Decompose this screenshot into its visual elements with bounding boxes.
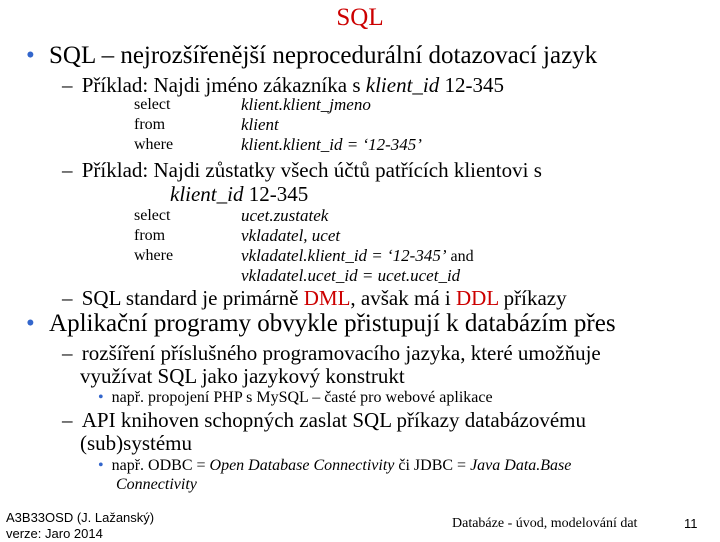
bullet-marker: •	[26, 310, 35, 337]
sql-keyword: select	[134, 207, 171, 224]
footer-right: Databáze - úvod, modelování dat	[452, 516, 638, 531]
sql-standard-line	[62, 286, 567, 311]
sql-value: ucet.zustatek	[241, 206, 329, 225]
bullet-marker: •	[98, 457, 104, 474]
php-subbullet	[98, 389, 493, 407]
sql-keyword: where	[134, 136, 174, 153]
example-1-prefix: Příklad: Najdi jméno zákazníka s	[81, 73, 366, 97]
ddl-term: DDL	[455, 286, 499, 310]
sql-value-row	[241, 246, 474, 266]
example-1-italic: klient_id	[365, 73, 440, 97]
footer-left	[6, 510, 154, 542]
page-number: 11	[684, 516, 698, 531]
sql-keyword: from	[134, 227, 166, 244]
bullet-1	[26, 42, 597, 70]
bullet-marker: •	[98, 389, 104, 406]
dash-marker: –	[62, 341, 73, 365]
sql-value: klient	[241, 115, 279, 134]
sql-value: vkladatel, ucet	[241, 226, 341, 245]
example-2-line2	[170, 182, 308, 207]
api-line2: (sub)systému	[80, 431, 192, 455]
odbc-text-a: např. ODBC =	[111, 457, 210, 474]
odbc-text-c: či JDBC =	[394, 457, 471, 474]
footer-version: verze: Jaro 2014	[6, 526, 103, 541]
sql-keyword: where	[134, 247, 174, 264]
sql-value: klient.klient_id = ‘12-345’	[241, 135, 422, 154]
api-line1	[62, 408, 586, 433]
slide-title: SQL	[336, 4, 384, 31]
sql-value: klient.klient_jmeno	[241, 95, 371, 114]
api-text-1: API knihoven schopných zaslat SQL příkazy databázovému	[81, 408, 586, 432]
bullet-1-text: SQL – nejrozšířenější neprocedurální dotazovací jazyk	[49, 42, 598, 69]
extension-line2: využívat SQL jako jazykový konstrukt	[80, 364, 405, 388]
example-2-line1: Příklad: Najdi zůstatky všech účtů patřících klientovi s	[81, 158, 542, 182]
example-2-heading	[62, 158, 542, 183]
sql-value: vkladatel.ucet_id = ucet.ucet_id	[241, 266, 461, 285]
footer-course: A3B33OSD (J. Lažanský)	[6, 510, 155, 525]
dash-marker: –	[62, 408, 73, 432]
sql-value: vkladatel.klient_id = ‘12-345’	[241, 246, 447, 265]
std-text-a: SQL standard je primárně	[81, 286, 304, 310]
odbc-subbullet	[98, 457, 571, 475]
bullet-marker: •	[26, 42, 35, 69]
sql-and-keyword: and	[446, 248, 474, 265]
odbc-text-d: Java Data.Base	[470, 457, 572, 474]
sql-keyword: select	[134, 96, 171, 113]
dash-marker: –	[62, 158, 73, 182]
extension-text-1: rozšíření příslušného programovacího jazyka, které umožňuje	[81, 341, 601, 365]
dash-marker: –	[62, 286, 73, 310]
dash-marker: –	[62, 73, 73, 97]
extension-line1	[62, 341, 601, 366]
bullet-2-text: Aplikační programy obvykle přistupují k databázím přes	[49, 310, 616, 337]
example-1-suffix: 12-345	[439, 73, 504, 97]
std-text-b: , avšak má i	[350, 286, 456, 310]
sql-keyword: from	[134, 116, 166, 133]
php-text: např. propojení PHP s MySQL – časté pro webové aplikace	[111, 389, 493, 406]
odbc-line2: Connectivity	[116, 476, 197, 493]
dml-term: DML	[303, 286, 351, 310]
bullet-2	[26, 310, 616, 338]
std-text-c: příkazy	[498, 286, 567, 310]
example-2-suffix: 12-345	[243, 182, 309, 206]
odbc-text-b: Open Database Connectivity	[209, 457, 395, 474]
example-2-italic: klient_id	[170, 182, 244, 206]
